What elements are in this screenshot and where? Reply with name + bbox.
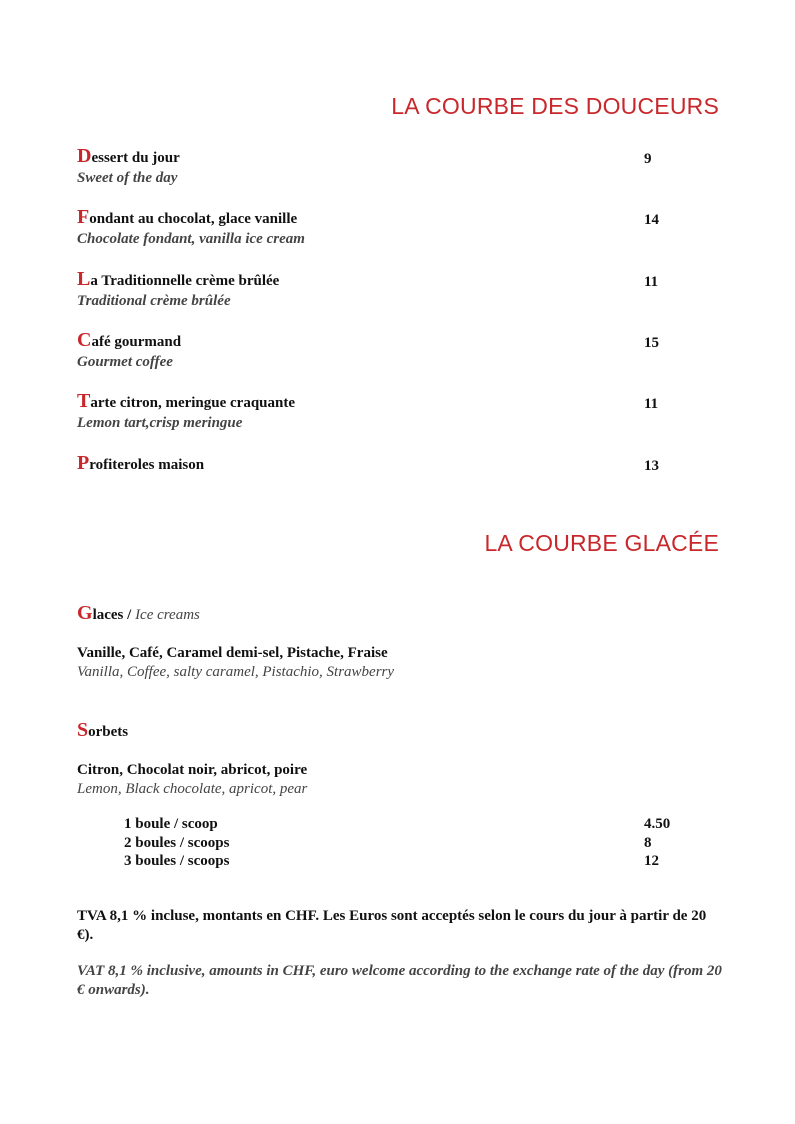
menu-item bbox=[77, 270, 717, 311]
item-name: Café gourmand bbox=[77, 329, 182, 351]
sorbets-initial: S bbox=[77, 719, 89, 741]
desserts-title: LA COURBE DES DOUCEURS bbox=[391, 93, 719, 119]
item-translation: Traditional crème brûlée bbox=[77, 293, 231, 309]
item-name: Dessert du jour bbox=[77, 145, 180, 167]
item-initial: C bbox=[77, 329, 92, 351]
item-price: 13 bbox=[644, 458, 659, 474]
item-initial: F bbox=[77, 206, 90, 228]
item-initial: T bbox=[77, 390, 91, 412]
item-price: 9 bbox=[644, 151, 652, 167]
scoop-row: 3 boules / scoops 12 bbox=[124, 853, 659, 869]
vat-note-en: VAT 8,1 % inclusive, amounts in CHF, euro welcome according to the exchange rate of the day (from 20 € onwards). bbox=[77, 963, 722, 998]
glaces-translation: Ice creams bbox=[135, 607, 200, 623]
menu-item bbox=[77, 454, 717, 474]
item-initial: P bbox=[77, 452, 90, 474]
menu-item bbox=[77, 208, 717, 249]
sorbets-flavors-translation: Lemon, Black chocolate, apricot, pear bbox=[77, 781, 308, 797]
item-name: Fondant au chocolat, glace vanille bbox=[77, 206, 298, 228]
vat-note-fr: TVA 8,1 % incluse, montants en CHF. Les Euros sont acceptés selon le cours du jour à partir de 20 €). bbox=[77, 908, 707, 943]
item-price: 15 bbox=[644, 335, 659, 351]
sorbets-heading: Sorbets bbox=[77, 719, 129, 741]
item-name: Profiteroles maison bbox=[77, 452, 205, 474]
item-initial: L bbox=[77, 268, 91, 290]
item-initial: D bbox=[77, 145, 92, 167]
item-translation: Sweet of the day bbox=[77, 170, 178, 186]
scoop-row: 2 boules / scoops 8 bbox=[124, 834, 652, 851]
glaces-flavors: Vanille, Café, Caramel demi-sel, Pistache, Fraise Vanilla, Coffee, salty caramel, Pistachio, Strawberry bbox=[77, 644, 722, 682]
item-translation: Lemon tart,crisp meringue bbox=[77, 415, 243, 431]
scoop-price-list bbox=[124, 815, 684, 871]
scoop-price: 8 bbox=[644, 834, 652, 851]
scoop-price: 12 bbox=[644, 853, 659, 869]
glacee-title: LA COURBE GLACÉE bbox=[484, 530, 719, 556]
item-price: 14 bbox=[644, 212, 659, 228]
item-translation: Gourmet coffee bbox=[77, 354, 173, 370]
glaces-heading: Glaces / Ice creams bbox=[77, 602, 200, 624]
glaces-initial: G bbox=[77, 602, 93, 624]
item-price: 11 bbox=[644, 274, 659, 290]
sorbets-flavors: Citron, Chocolat noir, abricot, poire Lemon, Black chocolate, apricot, pear bbox=[77, 761, 722, 799]
item-translation: Chocolate fondant, vanilla ice cream bbox=[77, 231, 305, 247]
menu-item bbox=[77, 147, 717, 188]
scoop-price: 4.50 bbox=[644, 816, 671, 832]
item-price: 11 bbox=[644, 396, 659, 412]
scoop-row: 1 boule / scoop 4.50 bbox=[124, 816, 671, 832]
menu-item bbox=[77, 392, 717, 433]
glaces-flavors-translation: Vanilla, Coffee, salty caramel, Pistachio, Strawberry bbox=[77, 664, 395, 680]
menu-item bbox=[77, 331, 717, 372]
item-name: La Traditionnelle crème brûlée bbox=[77, 268, 280, 290]
item-name: Tarte citron, meringue craquante bbox=[77, 390, 296, 412]
